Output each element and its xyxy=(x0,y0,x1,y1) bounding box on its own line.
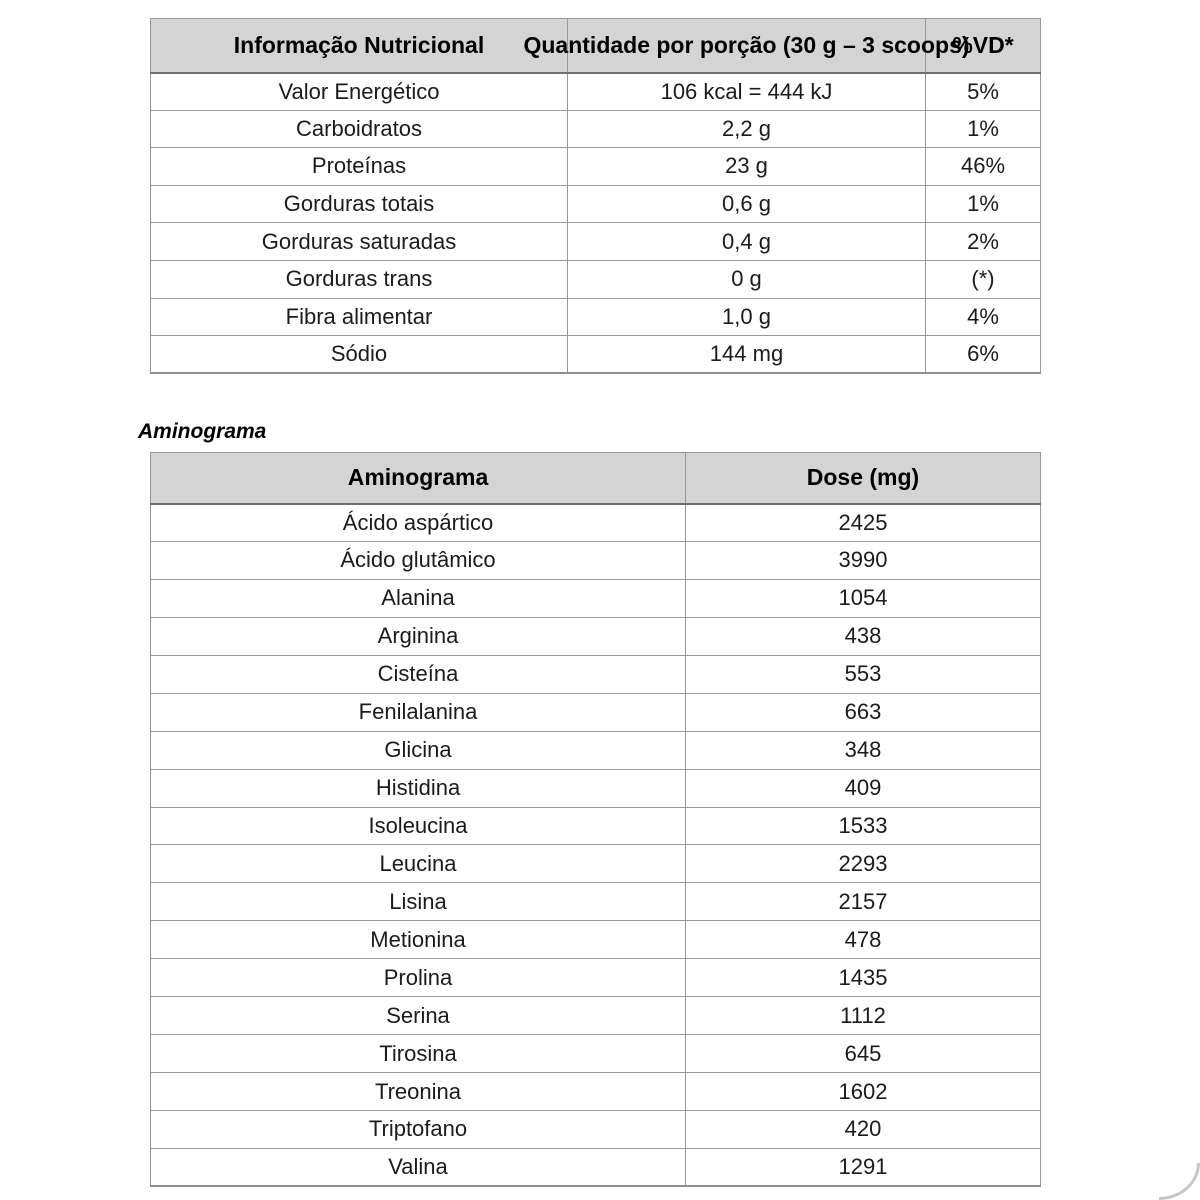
amino-dose: 645 xyxy=(686,1035,1041,1073)
amino-dose: 438 xyxy=(686,617,1041,655)
amino-dose: 3990 xyxy=(686,541,1041,579)
nutrition-table-body xyxy=(151,73,1041,374)
table-row xyxy=(151,148,1041,186)
amino-dose: 478 xyxy=(686,921,1041,959)
amino-dose: 2425 xyxy=(686,504,1041,542)
amino-name: Ácido aspártico xyxy=(151,504,686,542)
table-row xyxy=(151,1073,1041,1111)
nutrient-dv: 1% xyxy=(926,110,1041,148)
table-row xyxy=(151,1035,1041,1073)
amino-dose: 1533 xyxy=(686,807,1041,845)
nutrition-table xyxy=(150,18,1041,374)
table-row xyxy=(151,110,1041,148)
amino-dose: 553 xyxy=(686,655,1041,693)
aminogram-header-dose: Dose (mg) xyxy=(686,453,1041,504)
nutrient-dv: (*) xyxy=(926,260,1041,298)
nutrient-dv: 46% xyxy=(926,148,1041,186)
amino-name: Valina xyxy=(151,1148,686,1186)
amino-dose: 1435 xyxy=(686,959,1041,997)
amino-name: Glicina xyxy=(151,731,686,769)
amino-name: Metionina xyxy=(151,921,686,959)
table-row xyxy=(151,1111,1041,1149)
table-row xyxy=(151,997,1041,1035)
amino-name: Serina xyxy=(151,997,686,1035)
table-row xyxy=(151,541,1041,579)
table-row xyxy=(151,921,1041,959)
aminogram-table-body xyxy=(151,504,1041,1187)
table-row xyxy=(151,185,1041,223)
nutrient-amount: 1,0 g xyxy=(568,298,926,336)
amino-dose: 1112 xyxy=(686,997,1041,1035)
amino-name: Cisteína xyxy=(151,655,686,693)
amino-dose: 1291 xyxy=(686,1148,1041,1186)
table-row xyxy=(151,336,1041,374)
aminogram-table xyxy=(150,452,1041,1187)
amino-name: Histidina xyxy=(151,769,686,807)
table-row xyxy=(151,807,1041,845)
nutrient-dv: 1% xyxy=(926,185,1041,223)
nutrient-label: Gorduras totais xyxy=(151,185,568,223)
table-row xyxy=(151,617,1041,655)
nutrition-table-header xyxy=(151,19,1041,73)
amino-name: Leucina xyxy=(151,845,686,883)
amino-name: Fenilalanina xyxy=(151,693,686,731)
nutrition-header-quantity-text: Quantidade por porção (30 g – 3 scoops) xyxy=(523,31,970,58)
table-row xyxy=(151,298,1041,336)
nutrition-header-label: Informação Nutricional xyxy=(151,19,568,73)
aminogram-table-header xyxy=(151,453,1041,504)
amino-name: Alanina xyxy=(151,579,686,617)
nutrient-dv: 2% xyxy=(926,223,1041,261)
nutrient-label: Sódio xyxy=(151,336,568,374)
amino-name: Isoleucina xyxy=(151,807,686,845)
aminogram-section-heading: Aminograma xyxy=(138,420,267,443)
nutrient-amount: 0 g xyxy=(568,260,926,298)
nutrient-amount: 144 mg xyxy=(568,336,926,374)
nutrient-label: Gorduras saturadas xyxy=(151,223,568,261)
table-row xyxy=(151,579,1041,617)
table-row xyxy=(151,883,1041,921)
amino-dose: 1054 xyxy=(686,579,1041,617)
nutrition-header-row xyxy=(151,19,1041,73)
table-row xyxy=(151,260,1041,298)
amino-name: Arginina xyxy=(151,617,686,655)
nutrient-dv: 4% xyxy=(926,298,1041,336)
nutrient-amount: 23 g xyxy=(568,148,926,186)
table-row xyxy=(151,959,1041,997)
amino-name: Triptofano xyxy=(151,1111,686,1149)
nutrient-dv: 5% xyxy=(926,73,1041,111)
amino-dose: 348 xyxy=(686,731,1041,769)
amino-dose: 420 xyxy=(686,1111,1041,1149)
nutrient-label: Fibra alimentar xyxy=(151,298,568,336)
nutrient-label: Gorduras trans xyxy=(151,260,568,298)
aminogram-header-name: Aminograma xyxy=(151,453,686,504)
nutrition-header-quantity xyxy=(523,19,970,73)
table-row xyxy=(151,504,1041,542)
nutrient-amount: 2,2 g xyxy=(568,110,926,148)
table-row xyxy=(151,769,1041,807)
aminogram-header-row xyxy=(151,453,1041,504)
amino-name: Prolina xyxy=(151,959,686,997)
table-row xyxy=(151,1148,1041,1186)
table-row xyxy=(151,693,1041,731)
table-row xyxy=(151,223,1041,261)
nutrient-amount: 106 kcal = 444 kJ xyxy=(568,73,926,111)
nutrient-label: Proteínas xyxy=(151,148,568,186)
table-row xyxy=(151,73,1041,111)
table-row xyxy=(151,731,1041,769)
amino-name: Treonina xyxy=(151,1073,686,1111)
amino-dose: 1602 xyxy=(686,1073,1041,1111)
amino-name: Ácido glutâmico xyxy=(151,541,686,579)
table-row xyxy=(151,655,1041,693)
nutrient-amount: 0,4 g xyxy=(568,223,926,261)
page-corner-curl xyxy=(1159,1163,1200,1200)
amino-dose: 663 xyxy=(686,693,1041,731)
table-row xyxy=(151,845,1041,883)
amino-dose: 2157 xyxy=(686,883,1041,921)
nutrient-dv: 6% xyxy=(926,336,1041,374)
amino-name: Tirosina xyxy=(151,1035,686,1073)
amino-dose: 2293 xyxy=(686,845,1041,883)
amino-dose: 409 xyxy=(686,769,1041,807)
nutrient-label: Valor Energético xyxy=(151,73,568,111)
nutrient-label: Carboidratos xyxy=(151,110,568,148)
amino-name: Lisina xyxy=(151,883,686,921)
nutrition-header-dv: %VD* xyxy=(926,19,1041,73)
nutrient-amount: 0,6 g xyxy=(568,185,926,223)
